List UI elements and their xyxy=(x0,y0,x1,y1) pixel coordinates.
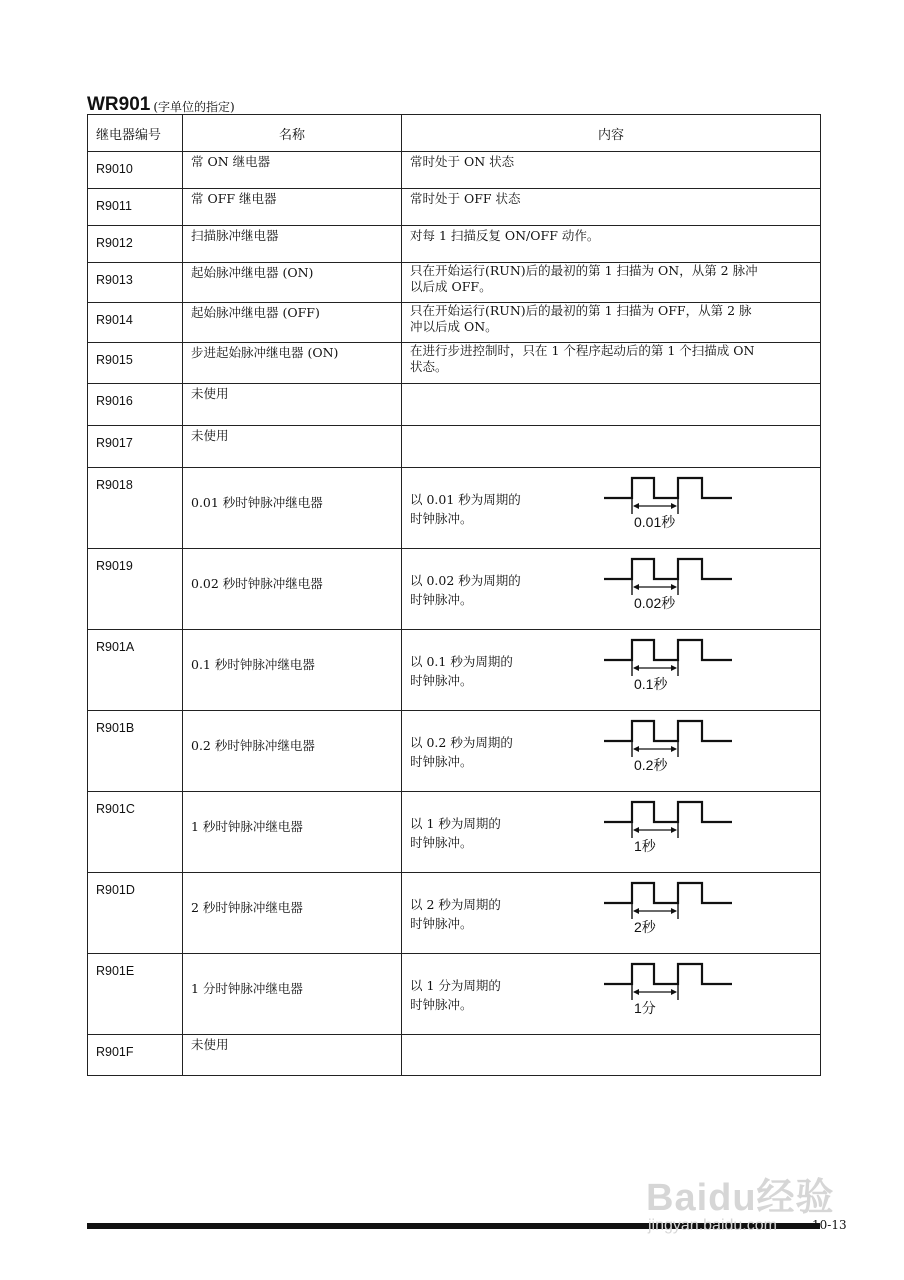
relay-id: R9011 xyxy=(88,189,183,226)
relay-id: R901B xyxy=(88,711,183,792)
relay-desc-line: 在进行步进控制时，只在 1 个程序起动后的第 1 个扫描成 ON xyxy=(410,343,755,358)
relay-desc-line: 以 0.1 秒为周期的 xyxy=(410,654,513,669)
arrow-head-right xyxy=(671,665,677,671)
page-title xyxy=(87,88,235,116)
table-row xyxy=(88,1035,821,1076)
pulse-signal xyxy=(604,640,732,660)
clock-waveform xyxy=(602,800,742,869)
table-row xyxy=(88,468,821,549)
relay-desc-empty xyxy=(402,384,821,426)
relay-id: R9013 xyxy=(88,263,183,303)
relay-desc-line: 时钟脉冲。 xyxy=(410,754,473,769)
relay-desc-line: 状态。 xyxy=(410,359,448,374)
arrow-head-right xyxy=(671,989,677,995)
arrow-head-left xyxy=(633,503,639,509)
pulse-signal xyxy=(604,883,732,903)
relay-id: R901A xyxy=(88,630,183,711)
relay-name: 起始脉冲继电器 (ON) xyxy=(191,265,314,280)
relay-name: 0.1 秒时钟脉冲继电器 xyxy=(191,657,315,672)
period-label: 0.01秒 xyxy=(634,514,676,530)
arrow-head-left xyxy=(633,584,639,590)
pulse-signal xyxy=(604,559,732,579)
table-row xyxy=(88,226,821,263)
pulse-signal xyxy=(604,478,732,498)
relay-desc-line: 只在开始运行(RUN)后的最初的第 1 扫描为 ON，从第 2 脉冲 xyxy=(410,263,758,278)
pulse-signal xyxy=(604,964,732,984)
relay-desc-line: 以 0.2 秒为周期的 xyxy=(410,735,513,750)
relay-id: R901C xyxy=(88,792,183,873)
relay-desc-empty xyxy=(402,426,821,468)
relay-id: R901F xyxy=(88,1035,183,1076)
table-row xyxy=(88,263,821,303)
relay-desc-line: 时钟脉冲。 xyxy=(410,997,473,1012)
relay-id: R9015 xyxy=(88,343,183,384)
relay-id: R901E xyxy=(88,954,183,1035)
relay-name: 未使用 xyxy=(191,386,229,401)
clock-waveform xyxy=(602,881,742,950)
relay-name: 1 分时钟脉冲继电器 xyxy=(191,981,303,996)
clock-waveform xyxy=(602,557,742,626)
relay-name: 2 秒时钟脉冲继电器 xyxy=(191,900,303,915)
watermark xyxy=(636,1148,856,1243)
clock-waveform xyxy=(602,638,742,707)
period-label: 2秒 xyxy=(634,919,656,935)
arrow-head-left xyxy=(633,746,639,752)
relay-desc-line: 以后成 OFF。 xyxy=(410,279,492,294)
relay-name: 0.01 秒时钟脉冲继电器 xyxy=(191,495,323,510)
table-row xyxy=(88,152,821,189)
header-relay-number: 继电器编号 xyxy=(88,115,183,152)
relay-desc: 对每 1 扫描反复 ON/OFF 动作。 xyxy=(410,228,600,243)
relay-desc-line: 时钟脉冲。 xyxy=(410,592,473,607)
relay-name: 未使用 xyxy=(191,428,229,443)
relay-id: R9019 xyxy=(88,549,183,630)
relay-name: 0.2 秒时钟脉冲继电器 xyxy=(191,738,315,753)
relay-desc: 常时处于 OFF 状态 xyxy=(410,191,521,206)
table-row xyxy=(88,384,821,426)
period-label: 1秒 xyxy=(634,838,656,854)
relay-desc-line: 以 2 秒为周期的 xyxy=(410,897,501,912)
arrow-head-right xyxy=(671,827,677,833)
clock-waveform xyxy=(602,476,742,545)
table-row xyxy=(88,426,821,468)
period-label: 0.02秒 xyxy=(634,595,676,611)
header-content: 内容 xyxy=(402,115,821,152)
title-subtitle: (字单位的指定) xyxy=(153,100,235,114)
pulse-signal xyxy=(604,721,732,741)
table-row xyxy=(88,343,821,384)
clock-waveform xyxy=(602,719,742,788)
relay-desc: 常时处于 ON 状态 xyxy=(410,154,515,169)
clock-waveform xyxy=(602,962,742,1031)
arrow-head-left xyxy=(633,908,639,914)
title-main: WR901 xyxy=(87,94,151,115)
relay-id: R9010 xyxy=(88,152,183,189)
relay-desc-line: 以 1 分为周期的 xyxy=(410,978,501,993)
pulse-signal xyxy=(604,802,732,822)
relay-id: R901D xyxy=(88,873,183,954)
table-row xyxy=(88,792,821,873)
table-row xyxy=(88,711,821,792)
relay-name: 1 秒时钟脉冲继电器 xyxy=(191,819,303,834)
relay-desc-line: 以 1 秒为周期的 xyxy=(410,816,501,831)
relay-id: R9017 xyxy=(88,426,183,468)
period-label: 0.1秒 xyxy=(634,676,668,692)
arrow-head-right xyxy=(671,746,677,752)
relay-desc-line: 时钟脉冲。 xyxy=(410,916,473,931)
relay-table xyxy=(87,114,821,1076)
relay-desc-line: 冲以后成 ON。 xyxy=(410,319,498,334)
relay-name: 步进起始脉冲继电器 (ON) xyxy=(191,345,339,360)
relay-desc-line: 以 0.01 秒为周期的 xyxy=(410,492,521,507)
relay-name: 常 ON 继电器 xyxy=(191,154,271,169)
arrow-head-right xyxy=(671,584,677,590)
header-name: 名称 xyxy=(183,115,402,152)
arrow-head-left xyxy=(633,989,639,995)
table-header-row xyxy=(88,115,821,152)
relay-desc-empty xyxy=(402,1035,821,1076)
table-row xyxy=(88,630,821,711)
relay-id: R9014 xyxy=(88,303,183,343)
relay-name: 0.02 秒时钟脉冲继电器 xyxy=(191,576,323,591)
relay-desc-line: 时钟脉冲。 xyxy=(410,835,473,850)
relay-desc-line: 只在开始运行(RUN)后的最初的第 1 扫描为 OFF，从第 2 脉 xyxy=(410,303,752,318)
watermark-brand: Baidu经验 xyxy=(646,1177,835,1219)
table-row xyxy=(88,303,821,343)
arrow-head-right xyxy=(671,908,677,914)
relay-desc-line: 时钟脉冲。 xyxy=(410,511,473,526)
relay-name: 未使用 xyxy=(191,1037,229,1052)
relay-name: 扫描脉冲继电器 xyxy=(191,228,279,243)
period-label: 1分 xyxy=(634,1000,656,1016)
relay-name: 常 OFF 继电器 xyxy=(191,191,277,206)
table-row xyxy=(88,189,821,226)
watermark-url: jingyan.baidu.com xyxy=(648,1217,777,1234)
page-number: 10-13 xyxy=(812,1218,847,1232)
arrow-head-left xyxy=(633,827,639,833)
table-row xyxy=(88,954,821,1035)
period-label: 0.2秒 xyxy=(634,757,668,773)
table-row xyxy=(88,549,821,630)
relay-id: R9018 xyxy=(88,468,183,549)
relay-id: R9012 xyxy=(88,226,183,263)
arrow-head-left xyxy=(633,665,639,671)
relay-id: R9016 xyxy=(88,384,183,426)
relay-desc-line: 以 0.02 秒为周期的 xyxy=(410,573,521,588)
relay-desc-line: 时钟脉冲。 xyxy=(410,673,473,688)
table-row xyxy=(88,873,821,954)
arrow-head-right xyxy=(671,503,677,509)
relay-name: 起始脉冲继电器 (OFF) xyxy=(191,305,320,320)
